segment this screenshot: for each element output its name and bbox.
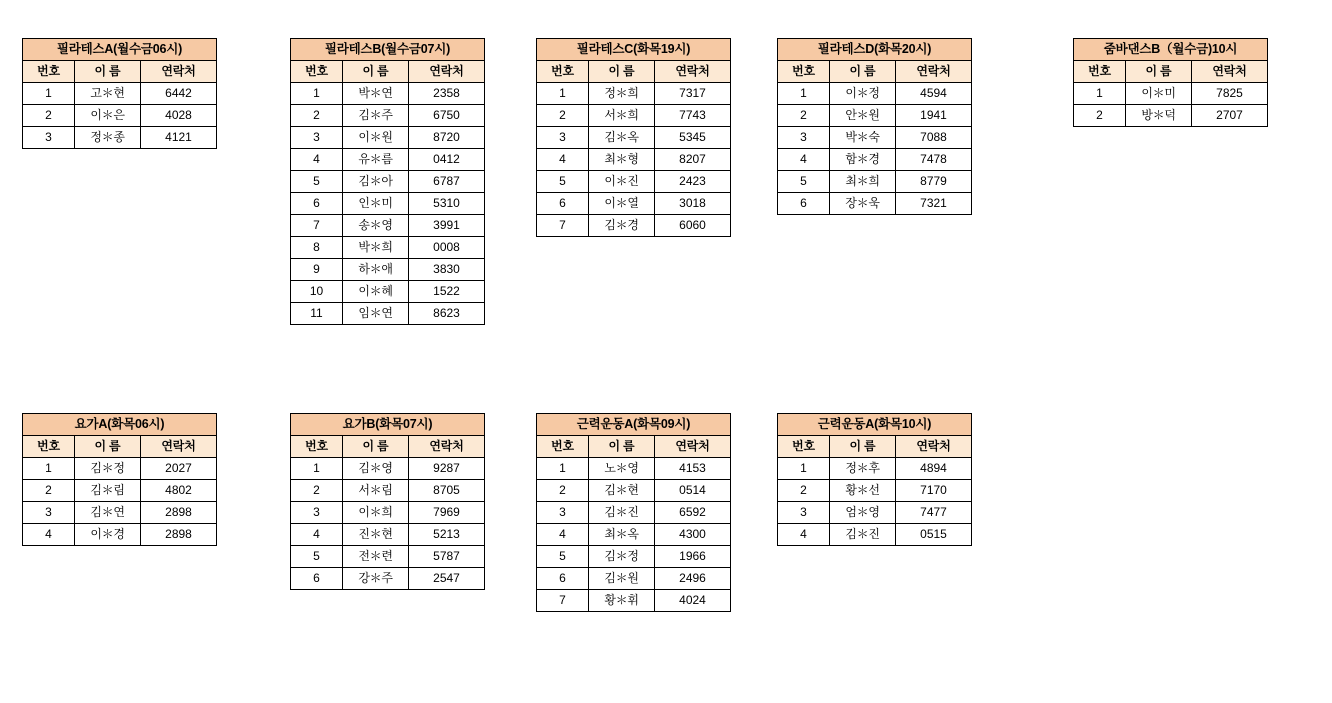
cell-name: 정＊희 — [589, 83, 655, 105]
column-header: 번호 — [291, 61, 343, 83]
cell-name: 진＊현 — [343, 524, 409, 546]
table-row — [291, 480, 485, 502]
cell-number: 4 — [291, 149, 343, 171]
column-header: 연락처 — [141, 436, 217, 458]
cell-name: 이＊원 — [343, 127, 409, 149]
cell-number: 1 — [537, 458, 589, 480]
cell-phone: 1966 — [655, 546, 731, 568]
cell-phone: 7825 — [1192, 83, 1268, 105]
cell-phone: 0515 — [896, 524, 972, 546]
class-roster-table-strength-a-09 — [536, 413, 731, 612]
cell-phone: 9287 — [409, 458, 485, 480]
cell-phone: 2423 — [655, 171, 731, 193]
column-header: 연락처 — [409, 436, 485, 458]
column-header: 이 름 — [830, 436, 896, 458]
cell-number: 2 — [1074, 105, 1126, 127]
cell-number: 2 — [291, 105, 343, 127]
table-row — [291, 259, 485, 281]
cell-phone: 2898 — [141, 502, 217, 524]
table-row — [291, 303, 485, 325]
cell-name: 서＊림 — [343, 480, 409, 502]
column-header: 연락처 — [655, 61, 731, 83]
cell-number: 7 — [537, 590, 589, 612]
column-header: 번호 — [537, 436, 589, 458]
cell-phone: 7478 — [896, 149, 972, 171]
cell-name: 이＊희 — [343, 502, 409, 524]
table-row — [778, 524, 972, 546]
cell-name: 인＊미 — [343, 193, 409, 215]
table-row — [537, 480, 731, 502]
table-row — [23, 127, 217, 149]
cell-number: 3 — [291, 502, 343, 524]
cell-number: 6 — [778, 193, 830, 215]
table-row — [778, 171, 972, 193]
cell-name: 이＊열 — [589, 193, 655, 215]
table-row — [778, 458, 972, 480]
cell-number: 1 — [537, 83, 589, 105]
cell-number: 5 — [778, 171, 830, 193]
cell-phone: 4121 — [141, 127, 217, 149]
cell-phone: 6592 — [655, 502, 731, 524]
cell-name: 황＊휘 — [589, 590, 655, 612]
cell-number: 2 — [23, 480, 75, 502]
table-row — [778, 149, 972, 171]
cell-name: 김＊경 — [589, 215, 655, 237]
cell-name: 하＊애 — [343, 259, 409, 281]
table-header-row — [291, 61, 485, 83]
table-title: 필라테스A(월수금06시) — [23, 39, 217, 61]
column-header: 이 름 — [343, 436, 409, 458]
cell-name: 박＊연 — [343, 83, 409, 105]
class-roster-table-yoga-a — [22, 413, 217, 546]
cell-name: 김＊영 — [343, 458, 409, 480]
cell-name: 김＊정 — [589, 546, 655, 568]
table-header-row — [291, 436, 485, 458]
table-row — [537, 568, 731, 590]
cell-number: 1 — [778, 458, 830, 480]
table-row — [778, 193, 972, 215]
table-row — [291, 149, 485, 171]
column-header: 이 름 — [75, 61, 141, 83]
table-row — [1074, 105, 1268, 127]
cell-phone: 7170 — [896, 480, 972, 502]
cell-number: 2 — [537, 105, 589, 127]
cell-number: 1 — [291, 83, 343, 105]
cell-name: 안＊원 — [830, 105, 896, 127]
cell-phone: 8720 — [409, 127, 485, 149]
cell-phone: 4802 — [141, 480, 217, 502]
cell-name: 이＊은 — [75, 105, 141, 127]
table-title: 필라테스C(화목19시) — [537, 39, 731, 61]
cell-name: 서＊희 — [589, 105, 655, 127]
cell-phone: 5787 — [409, 546, 485, 568]
cell-name: 김＊주 — [343, 105, 409, 127]
cell-number: 4 — [778, 524, 830, 546]
table-row — [291, 524, 485, 546]
cell-phone: 7088 — [896, 127, 972, 149]
cell-phone: 6787 — [409, 171, 485, 193]
cell-phone: 6750 — [409, 105, 485, 127]
cell-phone: 8779 — [896, 171, 972, 193]
cell-number: 5 — [537, 546, 589, 568]
cell-name: 이＊경 — [75, 524, 141, 546]
table-title-row — [537, 39, 731, 61]
cell-name: 엄＊영 — [830, 502, 896, 524]
cell-name: 정＊후 — [830, 458, 896, 480]
cell-phone: 8207 — [655, 149, 731, 171]
cell-number: 1 — [1074, 83, 1126, 105]
class-roster-table-strength-a-10 — [777, 413, 972, 546]
table-row — [23, 83, 217, 105]
cell-name: 정＊종 — [75, 127, 141, 149]
column-header: 이 름 — [830, 61, 896, 83]
column-header: 번호 — [291, 436, 343, 458]
class-roster-table-zumba-b — [1073, 38, 1268, 127]
cell-name: 함＊경 — [830, 149, 896, 171]
cell-phone: 2898 — [141, 524, 217, 546]
cell-phone: 6060 — [655, 215, 731, 237]
table-title: 필라테스D(화목20시) — [778, 39, 972, 61]
cell-name: 이＊미 — [1126, 83, 1192, 105]
table-row — [291, 127, 485, 149]
cell-phone: 3830 — [409, 259, 485, 281]
table-header-row — [23, 61, 217, 83]
cell-name: 김＊정 — [75, 458, 141, 480]
table-title: 요가A(화목06시) — [23, 414, 217, 436]
table-row — [23, 480, 217, 502]
cell-number: 3 — [537, 502, 589, 524]
cell-phone: 2027 — [141, 458, 217, 480]
table-title-row — [778, 414, 972, 436]
table-header-row — [778, 61, 972, 83]
table-row — [291, 171, 485, 193]
cell-number: 1 — [23, 458, 75, 480]
cell-name: 황＊선 — [830, 480, 896, 502]
cell-number: 3 — [23, 127, 75, 149]
cell-number: 2 — [23, 105, 75, 127]
cell-name: 최＊형 — [589, 149, 655, 171]
column-header: 번호 — [1074, 61, 1126, 83]
table-title-row — [23, 39, 217, 61]
table-row — [537, 502, 731, 524]
table-row — [291, 83, 485, 105]
cell-phone: 8705 — [409, 480, 485, 502]
table-row — [537, 105, 731, 127]
cell-name: 김＊옥 — [589, 127, 655, 149]
table-row — [537, 83, 731, 105]
cell-name: 박＊숙 — [830, 127, 896, 149]
cell-number: 6 — [537, 193, 589, 215]
cell-number: 3 — [537, 127, 589, 149]
cell-number: 1 — [23, 83, 75, 105]
table-row — [23, 458, 217, 480]
cell-name: 송＊영 — [343, 215, 409, 237]
class-roster-table-pilates-d — [777, 38, 972, 215]
cell-number: 4 — [291, 524, 343, 546]
cell-number: 11 — [291, 303, 343, 325]
cell-name: 이＊혜 — [343, 281, 409, 303]
cell-number: 2 — [537, 480, 589, 502]
cell-number: 2 — [778, 480, 830, 502]
column-header: 연락처 — [655, 436, 731, 458]
cell-phone: 0008 — [409, 237, 485, 259]
cell-phone: 7743 — [655, 105, 731, 127]
cell-number: 5 — [537, 171, 589, 193]
column-header: 이 름 — [343, 61, 409, 83]
table-row — [291, 546, 485, 568]
table-title: 줌바댄스B（월수금)10시 — [1074, 39, 1268, 61]
table-row — [23, 502, 217, 524]
cell-phone: 5310 — [409, 193, 485, 215]
cell-name: 김＊현 — [589, 480, 655, 502]
cell-phone: 4894 — [896, 458, 972, 480]
column-header: 번호 — [23, 436, 75, 458]
cell-number: 1 — [291, 458, 343, 480]
cell-phone: 3991 — [409, 215, 485, 237]
column-header: 연락처 — [141, 61, 217, 83]
column-header: 이 름 — [589, 436, 655, 458]
cell-name: 방＊덕 — [1126, 105, 1192, 127]
table-row — [537, 524, 731, 546]
cell-number: 5 — [291, 546, 343, 568]
table-row — [291, 237, 485, 259]
cell-number: 7 — [291, 215, 343, 237]
table-row — [291, 568, 485, 590]
cell-number: 4 — [778, 149, 830, 171]
table-row — [291, 193, 485, 215]
class-roster-table-yoga-b — [290, 413, 485, 590]
cell-phone: 2496 — [655, 568, 731, 590]
table-row — [537, 546, 731, 568]
column-header: 연락처 — [409, 61, 485, 83]
class-roster-table-pilates-b — [290, 38, 485, 325]
table-row — [537, 127, 731, 149]
cell-phone: 2707 — [1192, 105, 1268, 127]
table-title-row — [291, 39, 485, 61]
cell-number: 5 — [291, 171, 343, 193]
cell-name: 김＊림 — [75, 480, 141, 502]
cell-phone: 4594 — [896, 83, 972, 105]
cell-phone: 1941 — [896, 105, 972, 127]
table-title-row — [778, 39, 972, 61]
cell-phone: 4153 — [655, 458, 731, 480]
cell-number: 6 — [291, 568, 343, 590]
column-header: 이 름 — [1126, 61, 1192, 83]
cell-phone: 0514 — [655, 480, 731, 502]
cell-name: 이＊진 — [589, 171, 655, 193]
cell-name: 김＊진 — [830, 524, 896, 546]
cell-phone: 1522 — [409, 281, 485, 303]
table-header-row — [537, 436, 731, 458]
cell-phone: 2358 — [409, 83, 485, 105]
table-row — [778, 502, 972, 524]
cell-number: 9 — [291, 259, 343, 281]
table-row — [778, 105, 972, 127]
table-row — [23, 105, 217, 127]
cell-phone: 3018 — [655, 193, 731, 215]
table-title-row — [23, 414, 217, 436]
cell-phone: 7321 — [896, 193, 972, 215]
cell-phone: 7317 — [655, 83, 731, 105]
table-header-row — [537, 61, 731, 83]
cell-number: 2 — [778, 105, 830, 127]
table-row — [1074, 83, 1268, 105]
cell-name: 유＊름 — [343, 149, 409, 171]
column-header: 연락처 — [896, 61, 972, 83]
cell-number: 1 — [778, 83, 830, 105]
column-header: 연락처 — [896, 436, 972, 458]
table-row — [291, 105, 485, 127]
cell-name: 김＊진 — [589, 502, 655, 524]
table-row — [537, 193, 731, 215]
table-row — [537, 458, 731, 480]
column-header: 이 름 — [75, 436, 141, 458]
cell-name: 장＊욱 — [830, 193, 896, 215]
table-row — [291, 215, 485, 237]
cell-name: 김＊원 — [589, 568, 655, 590]
cell-number: 4 — [537, 149, 589, 171]
cell-name: 이＊정 — [830, 83, 896, 105]
table-title: 근력운동A(화목09시) — [537, 414, 731, 436]
column-header: 연락처 — [1192, 61, 1268, 83]
cell-number: 10 — [291, 281, 343, 303]
cell-phone: 7477 — [896, 502, 972, 524]
column-header: 번호 — [23, 61, 75, 83]
table-row — [537, 149, 731, 171]
cell-phone: 5213 — [409, 524, 485, 546]
table-title: 근력운동A(화목10시) — [778, 414, 972, 436]
cell-number: 3 — [23, 502, 75, 524]
table-row — [23, 524, 217, 546]
cell-number: 3 — [291, 127, 343, 149]
cell-name: 강＊주 — [343, 568, 409, 590]
cell-phone: 6442 — [141, 83, 217, 105]
cell-name: 고＊현 — [75, 83, 141, 105]
cell-name: 박＊희 — [343, 237, 409, 259]
cell-name: 김＊연 — [75, 502, 141, 524]
class-roster-table-pilates-a — [22, 38, 217, 149]
cell-name: 최＊옥 — [589, 524, 655, 546]
table-title-row — [291, 414, 485, 436]
table-row — [291, 281, 485, 303]
cell-number: 8 — [291, 237, 343, 259]
table-title-row — [1074, 39, 1268, 61]
table-row — [537, 590, 731, 612]
table-row — [537, 171, 731, 193]
cell-name: 최＊희 — [830, 171, 896, 193]
table-header-row — [1074, 61, 1268, 83]
cell-phone: 4028 — [141, 105, 217, 127]
table-row — [291, 502, 485, 524]
table-title: 요가B(화목07시) — [291, 414, 485, 436]
column-header: 이 름 — [589, 61, 655, 83]
cell-number: 7 — [537, 215, 589, 237]
table-row — [537, 215, 731, 237]
cell-number: 6 — [291, 193, 343, 215]
cell-phone: 7969 — [409, 502, 485, 524]
cell-name: 임＊연 — [343, 303, 409, 325]
table-header-row — [778, 436, 972, 458]
cell-number: 4 — [537, 524, 589, 546]
table-row — [778, 127, 972, 149]
cell-number: 2 — [291, 480, 343, 502]
cell-name: 전＊련 — [343, 546, 409, 568]
table-header-row — [23, 436, 217, 458]
cell-phone: 4024 — [655, 590, 731, 612]
column-header: 번호 — [778, 61, 830, 83]
table-title-row — [537, 414, 731, 436]
cell-phone: 5345 — [655, 127, 731, 149]
cell-phone: 2547 — [409, 568, 485, 590]
cell-name: 김＊아 — [343, 171, 409, 193]
cell-name: 노＊영 — [589, 458, 655, 480]
table-row — [778, 480, 972, 502]
cell-phone: 8623 — [409, 303, 485, 325]
class-roster-table-pilates-c — [536, 38, 731, 237]
cell-number: 3 — [778, 502, 830, 524]
cell-phone: 4300 — [655, 524, 731, 546]
cell-number: 6 — [537, 568, 589, 590]
table-row — [291, 458, 485, 480]
table-row — [778, 83, 972, 105]
cell-number: 4 — [23, 524, 75, 546]
column-header: 번호 — [537, 61, 589, 83]
cell-phone: 0412 — [409, 149, 485, 171]
table-title: 필라테스B(월수금07시) — [291, 39, 485, 61]
column-header: 번호 — [778, 436, 830, 458]
cell-number: 3 — [778, 127, 830, 149]
